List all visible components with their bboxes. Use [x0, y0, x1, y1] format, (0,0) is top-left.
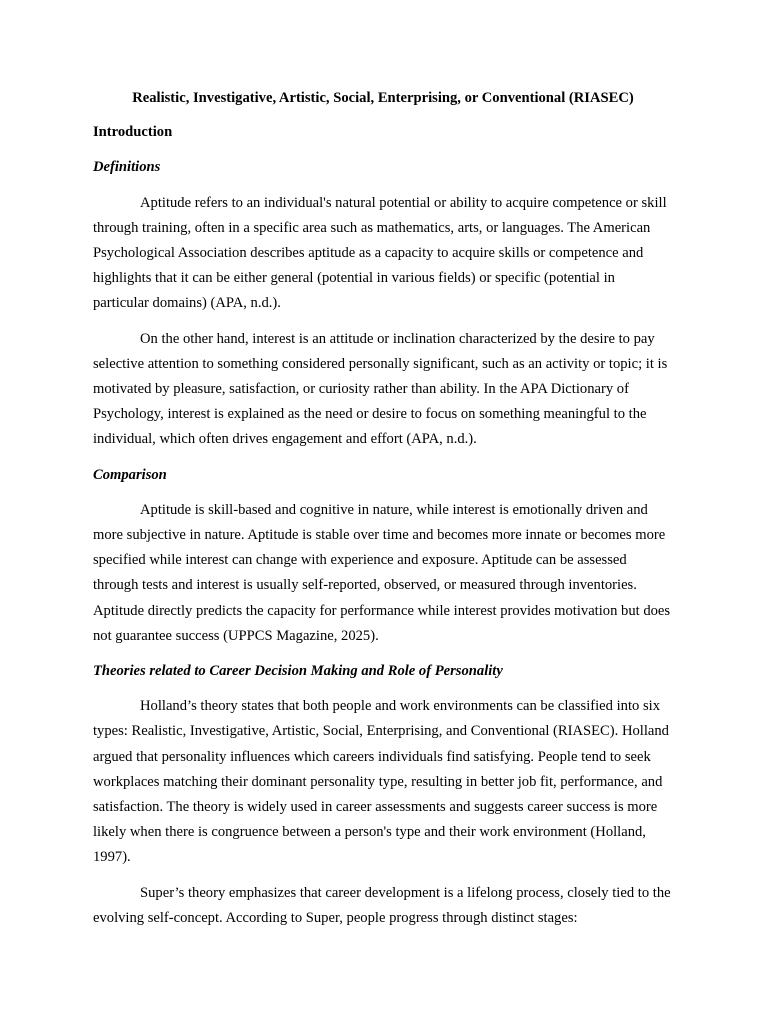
subheading-theories: Theories related to Career Decision Making and Role of Personality: [93, 663, 503, 680]
subheading-comparison: Comparison: [93, 466, 167, 483]
paragraph-super-theory: Super’s theory emphasizes that career development is a lifelong process, closely tied to the evolving self-concept. According to Super, people progress through distinct stages:: [93, 884, 671, 926]
paragraph-holland-theory: Holland’s theory states that both people and work environments can be classified into six types: Realistic, Investigative, Artistic, Social, Enterprising, and Conventional (RIASEC). Holland argued that personality influences which careers individuals find satisfying. People tend to seek workplaces matching their dominant personality type, resulting in better job fit, performance, and satisfaction. The theory is widely used in career assessments and suggests career success is more likely when there is congruence between a person's type and their work environment (Holland, 1997).: [93, 698, 669, 866]
paragraph-comparison: Aptitude is skill-based and cognitive in nature, while interest is emotionally driven and more subjective in nature. Aptitude is stable over time and becomes more innate or becomes more specified while interest can change with experience and exposure. Aptitude can be assessed through tests and interest is usually self-reported, observed, or measured through inventories. Aptitude directly predicts the capacity for performance while interest provides motivation but does not guarantee success (UPPCS Magazine, 2025).: [93, 501, 671, 644]
document-title: Realistic, Investigative, Artistic, Social, Enterprising, or Conventional (RIASEC): [132, 90, 634, 106]
document-body: [93, 86, 673, 941]
subheading-definitions: Definitions: [93, 159, 161, 176]
paragraph-interest-definition: On the other hand, interest is an attitude or inclination characterized by the desire to pay selective attention to something considered personally significant, such as an activity or topic; it is motivated by pleasure, satisfaction, or curiosity rather than ability. In the APA Dictionary of Psychology, interest is explained as the need or desire to focus on something meaningful to the individual, which often drives engagement and effort (APA, n.d.).: [93, 330, 668, 448]
paragraph-aptitude-definition: Aptitude refers to an individual's natural potential or ability to acquire competence or skill through training, often in a specific area such as mathematics, arts, or languages. The American Psychological Association describes aptitude as a capacity to acquire skills or competence and highlights that it can be either general (potential in various fields) or specific (potential in particular domains) (APA, n.d.).: [93, 194, 667, 312]
section-heading-introduction: Introduction: [93, 124, 173, 141]
